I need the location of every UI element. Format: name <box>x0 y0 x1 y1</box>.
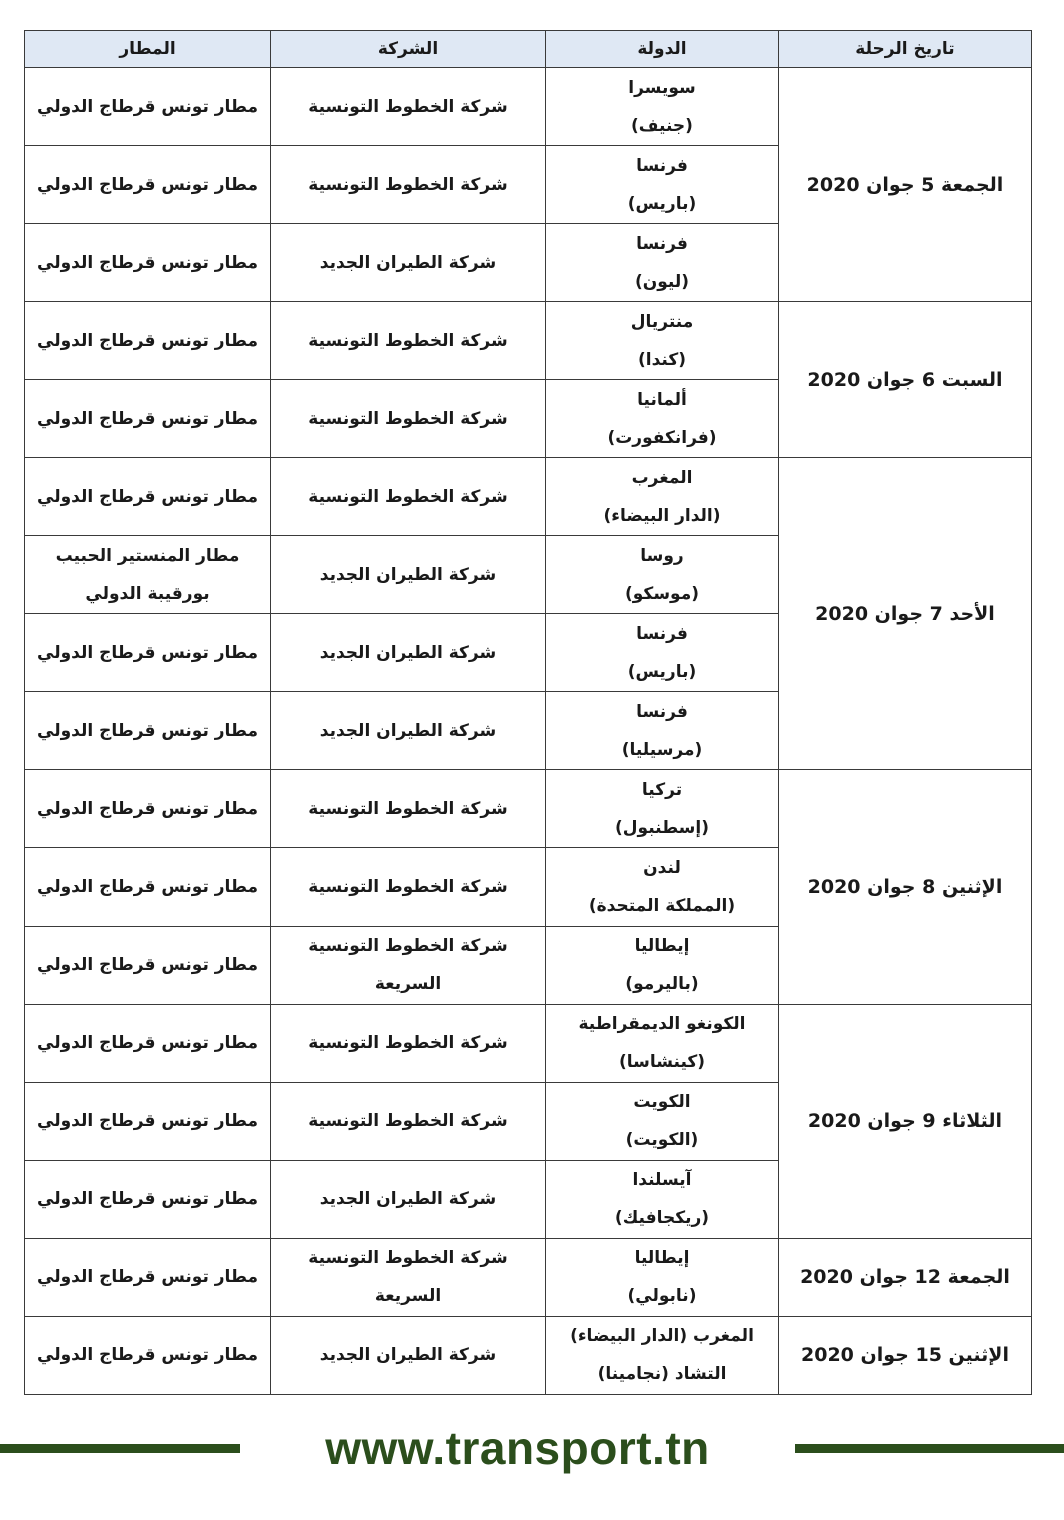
destination-cell <box>546 848 779 926</box>
destination-cell-line: (موسكو) <box>625 583 699 604</box>
airline-cell <box>271 68 546 146</box>
airline-cell-line: شركة الخطوط التونسية <box>308 1248 508 1269</box>
destination-cell-line: إيطاليا <box>634 1248 690 1269</box>
airport-cell <box>25 302 271 380</box>
airline-cell <box>271 380 546 458</box>
destination-cell-line: الكويت <box>633 1092 691 1113</box>
destination-cell <box>546 458 779 536</box>
table-row <box>25 458 1032 536</box>
airport-cell-line: مطار المنستير الحبيب <box>55 545 240 566</box>
destination-cell-line: (المملكة المتحدة) <box>588 895 736 916</box>
destination-cell-line: فرنسا <box>636 155 688 176</box>
footer-divider-right <box>795 1444 1064 1453</box>
airline-cell-line: شركة الطيران الجديد <box>319 1189 497 1210</box>
destination-cell <box>546 302 779 380</box>
destination-cell <box>546 926 779 1004</box>
airline-cell <box>271 458 546 536</box>
airline-cell <box>271 692 546 770</box>
airline-cell-line: شركة الطيران الجديد <box>319 252 497 273</box>
destination-cell <box>546 1082 779 1160</box>
airport-cell <box>25 224 271 302</box>
airline-cell-line: شركة الخطوط التونسية <box>308 330 508 351</box>
airline-cell-line: السريعة <box>374 974 442 995</box>
airline-cell <box>271 848 546 926</box>
airline-cell <box>271 926 546 1004</box>
airport-cell <box>25 692 271 770</box>
destination-cell-line: فرنسا <box>636 233 688 254</box>
airport-cell <box>25 458 271 536</box>
footer-divider-left <box>0 1444 240 1453</box>
airport-cell-line: مطار تونس قرطاج الدولي <box>37 1111 258 1132</box>
airline-cell <box>271 302 546 380</box>
airport-cell <box>25 68 271 146</box>
destination-cell <box>546 146 779 224</box>
airport-cell <box>25 926 271 1004</box>
airline-cell <box>271 1160 546 1238</box>
airline-cell-line: شركة الخطوط التونسية <box>308 936 508 957</box>
airline-cell <box>271 1004 546 1082</box>
flight-date-cell: السبت 6 جوان 2020 <box>779 302 1032 458</box>
header-country: الدولة <box>546 31 779 68</box>
airline-cell-line: شركة الخطوط التونسية <box>308 174 508 195</box>
destination-cell <box>546 1004 779 1082</box>
destination-cell-line: (الدار البيضاء) <box>603 505 721 526</box>
airport-cell-line: مطار تونس قرطاج الدولي <box>37 798 258 819</box>
airport-cell <box>25 848 271 926</box>
airport-cell-line: مطار تونس قرطاج الدولي <box>37 642 258 663</box>
flight-date-cell: الإثنين 15 جوان 2020 <box>779 1316 1032 1394</box>
airport-cell-line: مطار تونس قرطاج الدولي <box>37 955 258 976</box>
header-date: تاريخ الرحلة <box>779 31 1032 68</box>
airport-cell <box>25 1316 271 1394</box>
flight-schedule-table <box>24 30 1032 1395</box>
airline-cell-line: شركة الطيران الجديد <box>319 1345 497 1366</box>
airport-cell <box>25 1082 271 1160</box>
airline-cell-line: شركة الخطوط التونسية <box>308 1033 508 1054</box>
airport-cell-line: مطار تونس قرطاج الدولي <box>37 486 258 507</box>
flight-date-cell: الجمعة 12 جوان 2020 <box>779 1238 1032 1316</box>
airline-cell-line: شركة الخطوط التونسية <box>308 408 508 429</box>
airline-cell-line: السريعة <box>374 1286 442 1307</box>
airline-cell-line: شركة الطيران الجديد <box>319 720 497 741</box>
destination-cell-line: (الكويت) <box>625 1130 699 1151</box>
table-row <box>25 770 1032 848</box>
airport-cell-line: مطار تونس قرطاج الدولي <box>37 252 258 273</box>
footer-website-url: www.transport.tn <box>325 1422 710 1474</box>
destination-cell-line: الكونغو الديمقراطية <box>578 1014 746 1035</box>
airline-cell-line: شركة الخطوط التونسية <box>308 798 508 819</box>
destination-cell-line: إيطاليا <box>634 936 690 957</box>
destination-cell-line: (باريس) <box>627 661 697 682</box>
airport-cell-line: مطار تونس قرطاج الدولي <box>37 96 258 117</box>
destination-cell-line: (ليون) <box>634 271 690 292</box>
airline-cell-line: شركة الخطوط التونسية <box>308 1111 508 1132</box>
destination-cell-line: (جنيف) <box>631 115 693 136</box>
airline-cell <box>271 1238 546 1316</box>
airline-cell <box>271 224 546 302</box>
airline-cell <box>271 536 546 614</box>
destination-cell-line: فرنسا <box>636 701 688 722</box>
flight-date-cell: الأحد 7 جوان 2020 <box>779 458 1032 770</box>
destination-cell <box>546 536 779 614</box>
header-airport: المطار <box>25 31 271 68</box>
destination-cell-line: (باليرمو) <box>625 974 699 995</box>
airport-cell <box>25 380 271 458</box>
flight-date-cell: الثلاثاء 9 جوان 2020 <box>779 1004 1032 1238</box>
header-row <box>25 31 1032 68</box>
destination-cell-line: روسا <box>640 545 684 566</box>
airline-cell <box>271 146 546 224</box>
destination-cell-line: (ريكجافيك) <box>614 1208 710 1229</box>
airport-cell-line: مطار تونس قرطاج الدولي <box>37 1267 258 1288</box>
airport-cell <box>25 1004 271 1082</box>
destination-cell-line: المغرب <box>631 467 693 488</box>
destination-cell-line: آيسلندا <box>632 1170 692 1191</box>
destination-cell-line: منتريال <box>630 311 694 332</box>
destination-cell <box>546 68 779 146</box>
destination-cell-line: التشاد (نجامينا) <box>597 1364 727 1385</box>
table-body <box>25 68 1032 1395</box>
airport-cell-line: مطار تونس قرطاج الدولي <box>37 408 258 429</box>
table-row <box>25 1238 1032 1316</box>
airport-cell <box>25 536 271 614</box>
destination-cell-line: فرنسا <box>636 623 688 644</box>
airport-cell <box>25 1160 271 1238</box>
destination-cell <box>546 1238 779 1316</box>
airport-cell-line: مطار تونس قرطاج الدولي <box>37 720 258 741</box>
destination-cell-line: لندن <box>643 857 681 878</box>
airport-cell-line: مطار تونس قرطاج الدولي <box>37 876 258 897</box>
airline-cell-line: شركة الخطوط التونسية <box>308 876 508 897</box>
destination-cell <box>546 1316 779 1394</box>
destination-cell-line: (مرسيليا) <box>621 739 703 760</box>
table-row <box>25 1316 1032 1394</box>
destination-cell-line: سويسرا <box>628 77 696 98</box>
destination-cell <box>546 224 779 302</box>
airline-cell-line: شركة الخطوط التونسية <box>308 96 508 117</box>
destination-cell <box>546 614 779 692</box>
table-row <box>25 302 1032 380</box>
airport-cell <box>25 1238 271 1316</box>
airline-cell-line: شركة الطيران الجديد <box>319 564 497 585</box>
airport-cell <box>25 614 271 692</box>
airline-cell-line: شركة الطيران الجديد <box>319 642 497 663</box>
airport-cell <box>25 770 271 848</box>
destination-cell <box>546 770 779 848</box>
airport-cell <box>25 146 271 224</box>
destination-cell <box>546 1160 779 1238</box>
destination-cell-line: (نابولي) <box>627 1286 697 1307</box>
airport-cell-line: مطار تونس قرطاج الدولي <box>37 1189 258 1210</box>
airport-cell-line: مطار تونس قرطاج الدولي <box>37 1345 258 1366</box>
airline-cell <box>271 1316 546 1394</box>
header-company: الشركة <box>271 31 546 68</box>
airline-cell <box>271 1082 546 1160</box>
airport-cell-line: مطار تونس قرطاج الدولي <box>37 174 258 195</box>
destination-cell-line: المغرب (الدار البيضاء) <box>570 1326 754 1347</box>
destination-cell-line: (كينشاسا) <box>618 1052 706 1073</box>
destination-cell <box>546 692 779 770</box>
destination-cell <box>546 380 779 458</box>
airline-cell <box>271 770 546 848</box>
flight-date-cell: الإثنين 8 جوان 2020 <box>779 770 1032 1004</box>
destination-cell-line: (إسطنبول) <box>615 817 709 838</box>
destination-cell-line: (كندا) <box>637 349 686 370</box>
airline-cell-line: شركة الخطوط التونسية <box>308 486 508 507</box>
airport-cell-line: بورقيبة الدولي <box>85 583 210 604</box>
destination-cell-line: ألمانيا <box>637 389 687 410</box>
destination-cell-line: (باريس) <box>627 193 697 214</box>
table-header <box>25 31 1032 68</box>
flight-date-cell: الجمعة 5 جوان 2020 <box>779 68 1032 302</box>
table-row <box>25 1004 1032 1082</box>
table-row <box>25 68 1032 146</box>
airport-cell-line: مطار تونس قرطاج الدولي <box>37 1033 258 1054</box>
airline-cell <box>271 614 546 692</box>
airport-cell-line: مطار تونس قرطاج الدولي <box>37 330 258 351</box>
destination-cell-line: تركيا <box>641 779 683 800</box>
destination-cell-line: (فرانكفورت) <box>607 427 717 448</box>
